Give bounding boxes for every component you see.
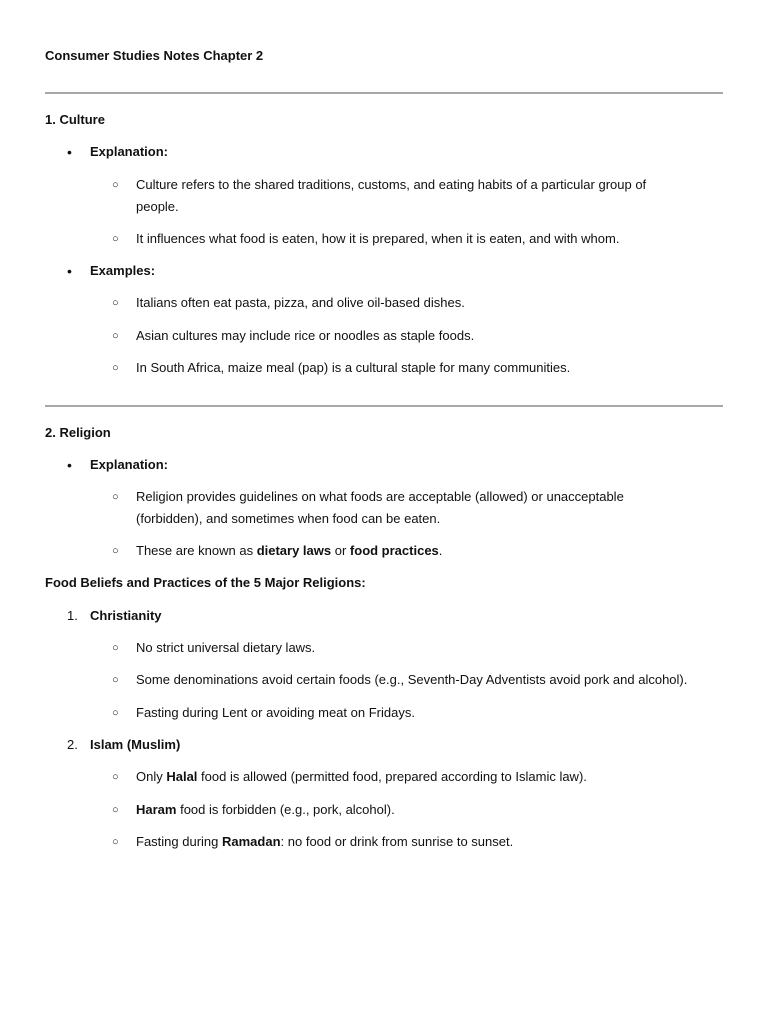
islam-item-text: food is forbidden (e.g., pork, alcohol).: [176, 802, 395, 817]
known-as-text: .: [438, 543, 443, 558]
bullet-icon: •: [67, 263, 72, 279]
sub-bullet-icon: ○: [112, 491, 119, 503]
sub-bullet-icon: ○: [112, 804, 119, 816]
islam-item-text: food is allowed (permitted food, prepared according to Islamic law).: [197, 769, 587, 784]
culture-example-item: In South Africa, maize meal (pap) is a cultural staple for many communities.: [136, 360, 571, 375]
islam-item: [136, 800, 395, 820]
islam-item: [136, 832, 513, 852]
culture-explanation-item: Culture refers to the shared traditions, customs, and eating habits of a particular group of: [136, 177, 647, 192]
christianity-item: No strict universal dietary laws.: [136, 640, 316, 655]
sub-bullet-icon: ○: [112, 545, 119, 557]
page-title: Consumer Studies Notes Chapter 2: [45, 48, 264, 63]
islam-item-text: Only: [136, 769, 167, 784]
food-practices-term: food practices: [349, 543, 439, 558]
sub-bullet-icon: ○: [112, 179, 119, 191]
sub-bullet-icon: ○: [112, 233, 119, 245]
religion-explanation-item: Religion provides guidelines on what foods are acceptable (allowed) or unacceptable: [136, 489, 624, 504]
list-number: 2.: [67, 737, 78, 752]
religion-known-as-item: [136, 541, 442, 561]
known-as-text: or: [331, 543, 350, 558]
sub-bullet-icon: ○: [112, 836, 119, 848]
sub-bullet-icon: ○: [112, 674, 119, 686]
culture-explanation-item: people.: [136, 199, 179, 214]
bullet-icon: •: [67, 144, 72, 160]
religion-explanation-item: (forbidden), and sometimes when food can be eaten.: [136, 511, 441, 526]
halal-term: Halal: [166, 769, 198, 784]
culture-example-item: Italians often eat pasta, pizza, and olive oil-based dishes.: [136, 295, 465, 310]
islam-item: [136, 767, 587, 787]
sub-bullet-icon: ○: [112, 297, 119, 309]
divider: [45, 405, 723, 407]
sub-bullet-icon: ○: [112, 330, 119, 342]
dietary-laws-term: dietary laws: [256, 543, 332, 558]
sub-bullet-icon: ○: [112, 642, 119, 654]
culture-examples-label: Examples:: [90, 263, 156, 278]
culture-example-item: Asian cultures may include rice or noodles as staple foods.: [136, 328, 475, 343]
islam-label: Islam (Muslim): [90, 737, 181, 752]
sub-bullet-icon: ○: [112, 771, 119, 783]
culture-explanation-item: It influences what food is eaten, how it is prepared, when it is eaten, and with whom.: [136, 231, 620, 246]
culture-explanation-label: Explanation:: [90, 144, 169, 159]
sub-bullet-icon: ○: [112, 362, 119, 374]
list-number: 1.: [67, 608, 78, 623]
bullet-icon: •: [67, 457, 72, 473]
known-as-text: These are known as: [136, 543, 257, 558]
sub-bullet-icon: ○: [112, 707, 119, 719]
christianity-label: Christianity: [90, 608, 162, 623]
christianity-item: Some denominations avoid certain foods (e.g., Seventh-Day Adventists avoid pork and alcohol).: [136, 672, 688, 687]
section-heading-culture: 1. Culture: [45, 112, 105, 127]
islam-item-text: : no food or drink from sunrise to sunset.: [280, 834, 514, 849]
religions-subheading: Food Beliefs and Practices of the 5 Major Religions:: [45, 575, 366, 590]
ramadan-term: Ramadan: [222, 834, 281, 849]
religion-explanation-label: Explanation:: [90, 457, 169, 472]
divider: [45, 92, 723, 94]
haram-term: Haram: [136, 802, 177, 817]
christianity-item: Fasting during Lent or avoiding meat on Fridays.: [136, 705, 415, 720]
islam-item-text: Fasting during: [136, 834, 222, 849]
section-heading-religion: 2. Religion: [45, 425, 111, 440]
